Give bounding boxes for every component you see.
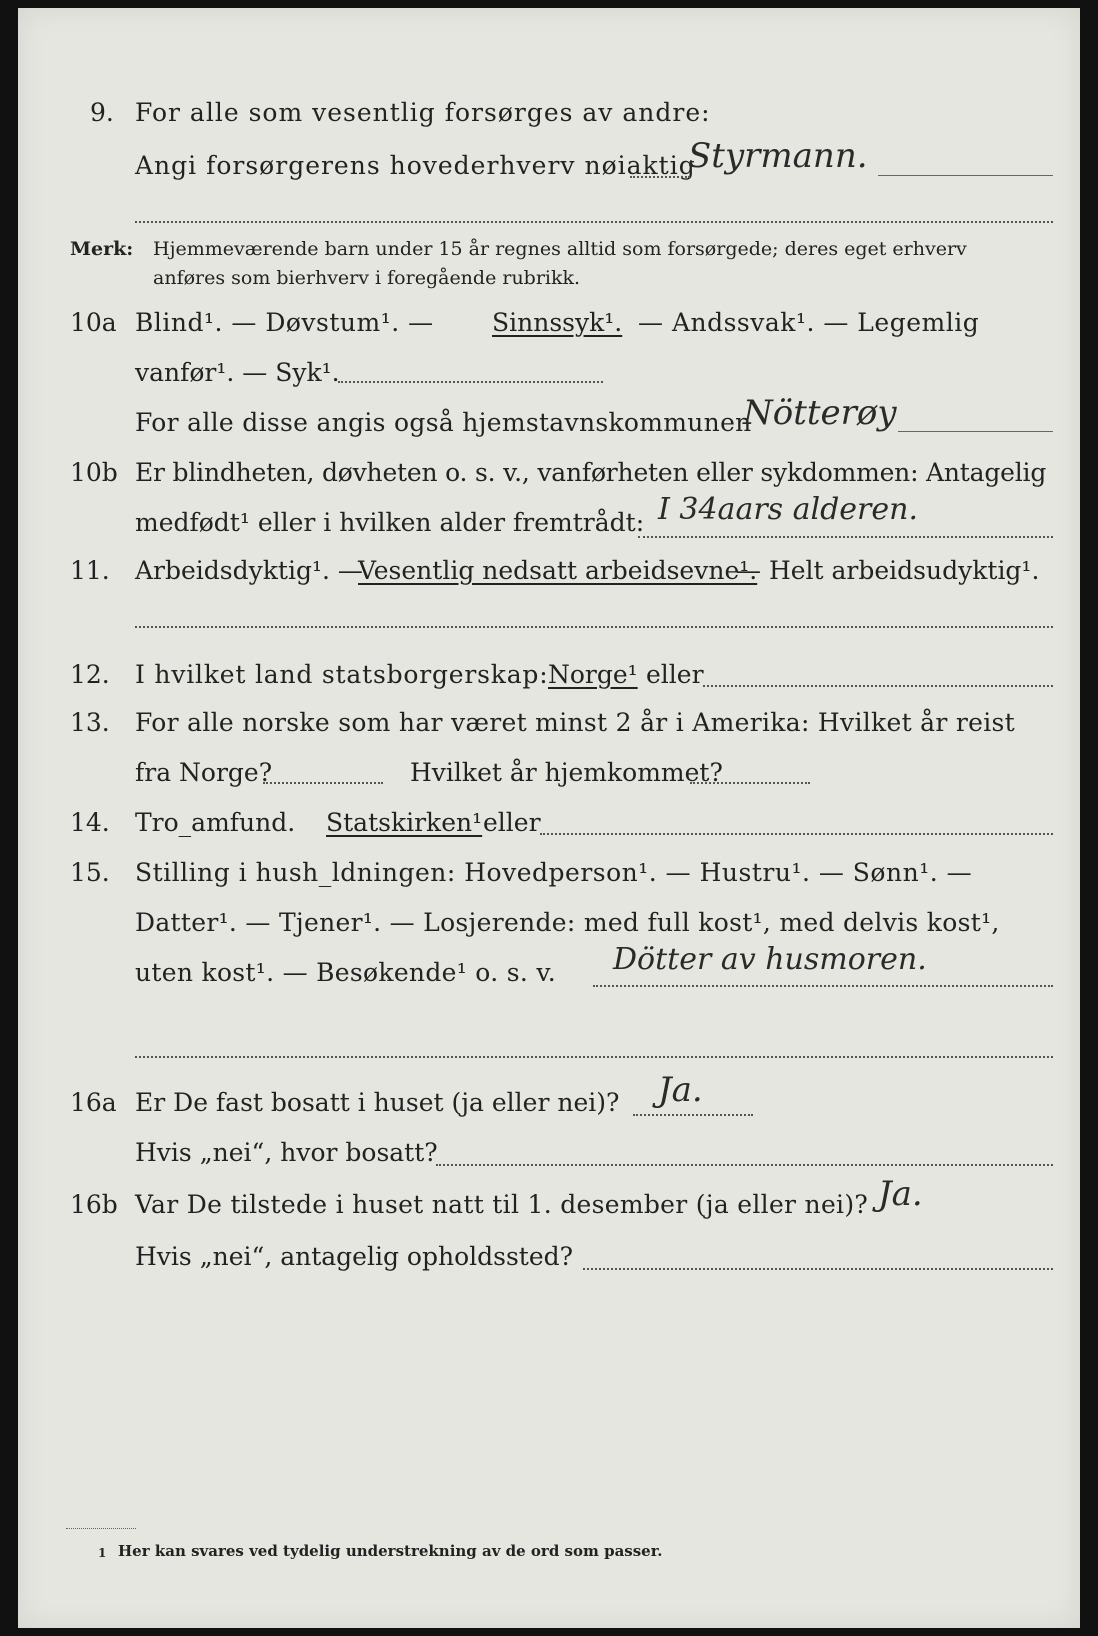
q9-answer-line (878, 175, 1053, 176)
q16a-line2: Hvis „nei“, hvor bosatt? (135, 1138, 438, 1167)
q16a-number: 16a (70, 1088, 117, 1117)
q10b-line1: Er blindheten, døvheten o. s. v., vanførheten eller sykdommen: Antagelig (135, 458, 1047, 487)
q12-number: 12. (70, 660, 110, 689)
q12-norge-underlined: Norge¹ (548, 660, 638, 689)
q16b-answer-handwritten: Ja. (878, 1174, 923, 1214)
q11-helt-arbeidsudyktig: — Helt arbeidsudyktig¹. (736, 556, 1040, 585)
q9-extra-line (135, 221, 1053, 223)
q10a-answer-line (898, 431, 1053, 432)
q13-fra-norge: fra Norge? (135, 758, 273, 787)
q10b-answer-handwritten: I 34aars alderen. (658, 492, 918, 527)
q13-hjemkommet: Hvilket år hjemkommet? (410, 758, 723, 787)
q14-trossamfund: Tro_amfund. (135, 808, 296, 837)
q10b-answer-line (638, 536, 1053, 538)
q10a-sinnssyk-underlined: Sinnssyk¹. (492, 308, 623, 337)
q15-line2: Datter¹. — Tjener¹. — Losjerende: med full kost¹, med delvis kost¹, (135, 908, 1000, 937)
q10a-andssvak-legemlig: — Andssvak¹. — Legemlig (638, 308, 980, 337)
q11-extra-line (135, 626, 1053, 628)
q15-answer-line (593, 985, 1053, 987)
q9-number: 9. (90, 98, 114, 127)
footnote-mark: 1 (98, 1546, 107, 1560)
q16a-line1: Er De fast bosatt i huset (ja eller nei)? (135, 1088, 620, 1117)
footnote-rule (66, 1528, 136, 1529)
q11-number: 11. (70, 556, 110, 585)
q12-eller: eller (646, 660, 704, 689)
q15-line1: Stilling i hush_ldningen: Hovedperson¹. — Hustru¹. — Sønn¹. — (135, 858, 973, 887)
q16b-line2: Hvis „nei“, antagelig opholdssted? (135, 1242, 574, 1271)
q10b-number: 10b (70, 458, 118, 487)
q10a-number: 10a (70, 308, 117, 337)
q13-number: 13. (70, 708, 110, 737)
q9-answer-handwritten: Styrmann. (688, 136, 868, 176)
q14-number: 14. (70, 808, 110, 837)
q16a-answer-line (633, 1114, 753, 1116)
merk-line2: anføres som bierhverv i foregående rubrikk. (153, 267, 581, 289)
q14-answer-line (540, 833, 1053, 835)
q16b-line1: Var De tilstede i huset natt til 1. desember (ja eller nei)? (135, 1190, 869, 1219)
q10a-line2: vanfør¹. — Syk¹. (135, 358, 340, 387)
q16a-answer-handwritten: Ja. (658, 1070, 703, 1110)
q10b-line2: medfødt¹ eller i hvilken alder fremtrådt: (135, 508, 645, 537)
q9-line1: For alle som vesentlig forsørges av andre: (135, 98, 711, 127)
q14-eller: eller (483, 808, 541, 837)
q15-line3: uten kost¹. — Besøkende¹ o. s. v. (135, 958, 557, 987)
merk-label: Merk: (70, 238, 134, 260)
q14-statskirken-underlined: Statskirken¹ (326, 808, 483, 837)
q12-answer-line (703, 685, 1053, 687)
q13-reist-dotted (263, 782, 383, 784)
q16b-opholdssted-line (583, 1268, 1053, 1270)
q10a-syk-dotted (338, 381, 603, 383)
q9-dotted-leader (630, 176, 690, 178)
q16b-number: 16b (70, 1190, 118, 1219)
q12-question: I hvilket land statsborgerskap: (135, 660, 549, 689)
q15-extra-line (135, 1056, 1053, 1058)
census-form-page (18, 8, 1080, 1628)
q9-line2: Angi forsørgerens hovederhverv nøiaktig (135, 151, 696, 180)
q10a-blind-dovstum: Blind¹. — Døvstum¹. — (135, 308, 434, 337)
q10a-line3: For alle disse angis også hjemstavnskommunen (135, 408, 752, 437)
q15-answer-handwritten: Dötter av husmoren. (613, 942, 927, 977)
q10a-answer-handwritten: Nötterøy (743, 393, 897, 433)
q11-nedsatt-underlined: Vesentlig nedsatt arbeidsevne¹. (358, 556, 758, 585)
q15-number: 15. (70, 858, 110, 887)
q11-arbeidsdyktig: Arbeidsdyktig¹. — (135, 556, 363, 585)
merk-line1: Hjemmeværende barn under 15 år regnes alltid som forsørgede; deres eget erhverv (153, 238, 967, 260)
q13-line1: For alle norske som har været minst 2 år i Amerika: Hvilket år reist (135, 708, 1016, 737)
q13-hjemkommet-dotted (690, 782, 810, 784)
q16a-bosatt-line (436, 1164, 1053, 1166)
footnote-text: Her kan svares ved tydelig understrekning av de ord som passer. (118, 1542, 663, 1560)
